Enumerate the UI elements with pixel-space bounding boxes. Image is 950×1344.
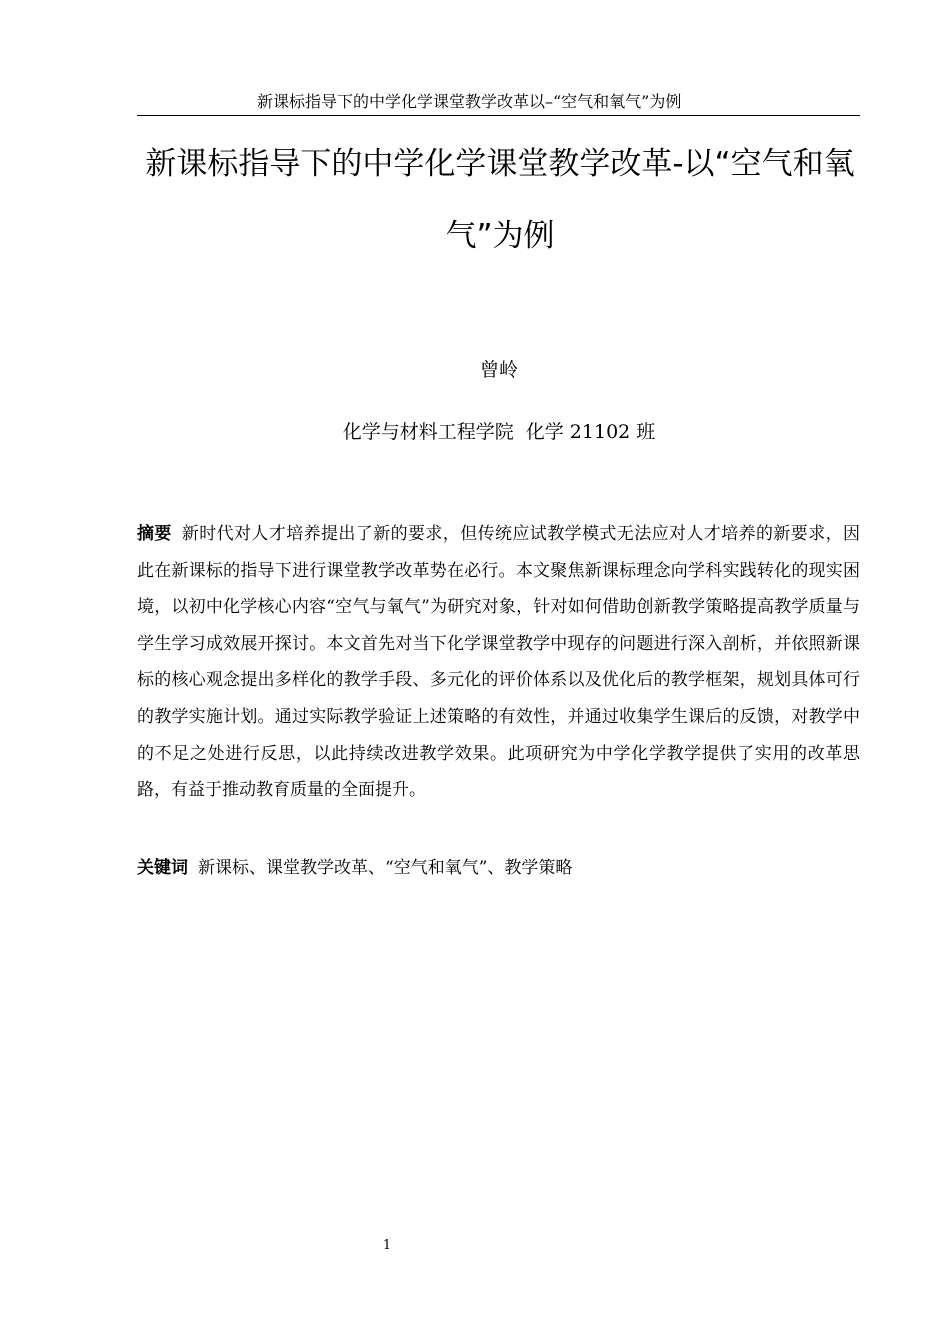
running-title: 新课标指导下的中学化学课堂教学改革以–“空气和氧气”为例 xyxy=(257,92,682,111)
keywords-line xyxy=(137,850,860,886)
keywords-text: 新课标、课堂教学改革、“空气和氧气”、教学策略 xyxy=(198,858,573,878)
abstract-paragraph xyxy=(137,516,860,809)
abstract-text: 新时代对人才培养提出了新的要求，但传统应试教学模式无法应对人才培养的新要求，因此在新课标的指导下进行课堂教学改革势在必行。本文聚焦新课标理念向学科实践转化的现实困境，以初中化学核心内容“空气与氧气”为研究对象，针对如何借助创新教学策略提高教学质量与学生学习成效展开探讨。本文首先对当下化学课堂教学中现存的问题进行深入剖析，并依照新课标的核心观念提出多样化的教学手段、多元化的评价体系以及优化后的教学框架，规划具体可行的教学实施计划。通过实际教学验证上述策略的有效性，并通过收集学生课后的反馈，对教学中的不足之处进行反思，以此持续改进教学效果。此项研究为中学化学教学提供了实用的改革思路，有益于推动教育质量的全面提升。 xyxy=(137,524,861,801)
keywords-label: 关键词 xyxy=(137,858,188,878)
page-number: 1 xyxy=(382,1238,392,1253)
document-title: 新课标指导下的中学化学课堂教学改革-以“空气和氧气”为例 xyxy=(145,146,855,254)
author-name: 曾岭 xyxy=(479,359,518,381)
abstract-label: 摘要 xyxy=(137,524,172,544)
author-affiliation: 化学与材料工程学院 化学 21102 班 xyxy=(342,421,656,443)
page-header xyxy=(137,90,860,116)
